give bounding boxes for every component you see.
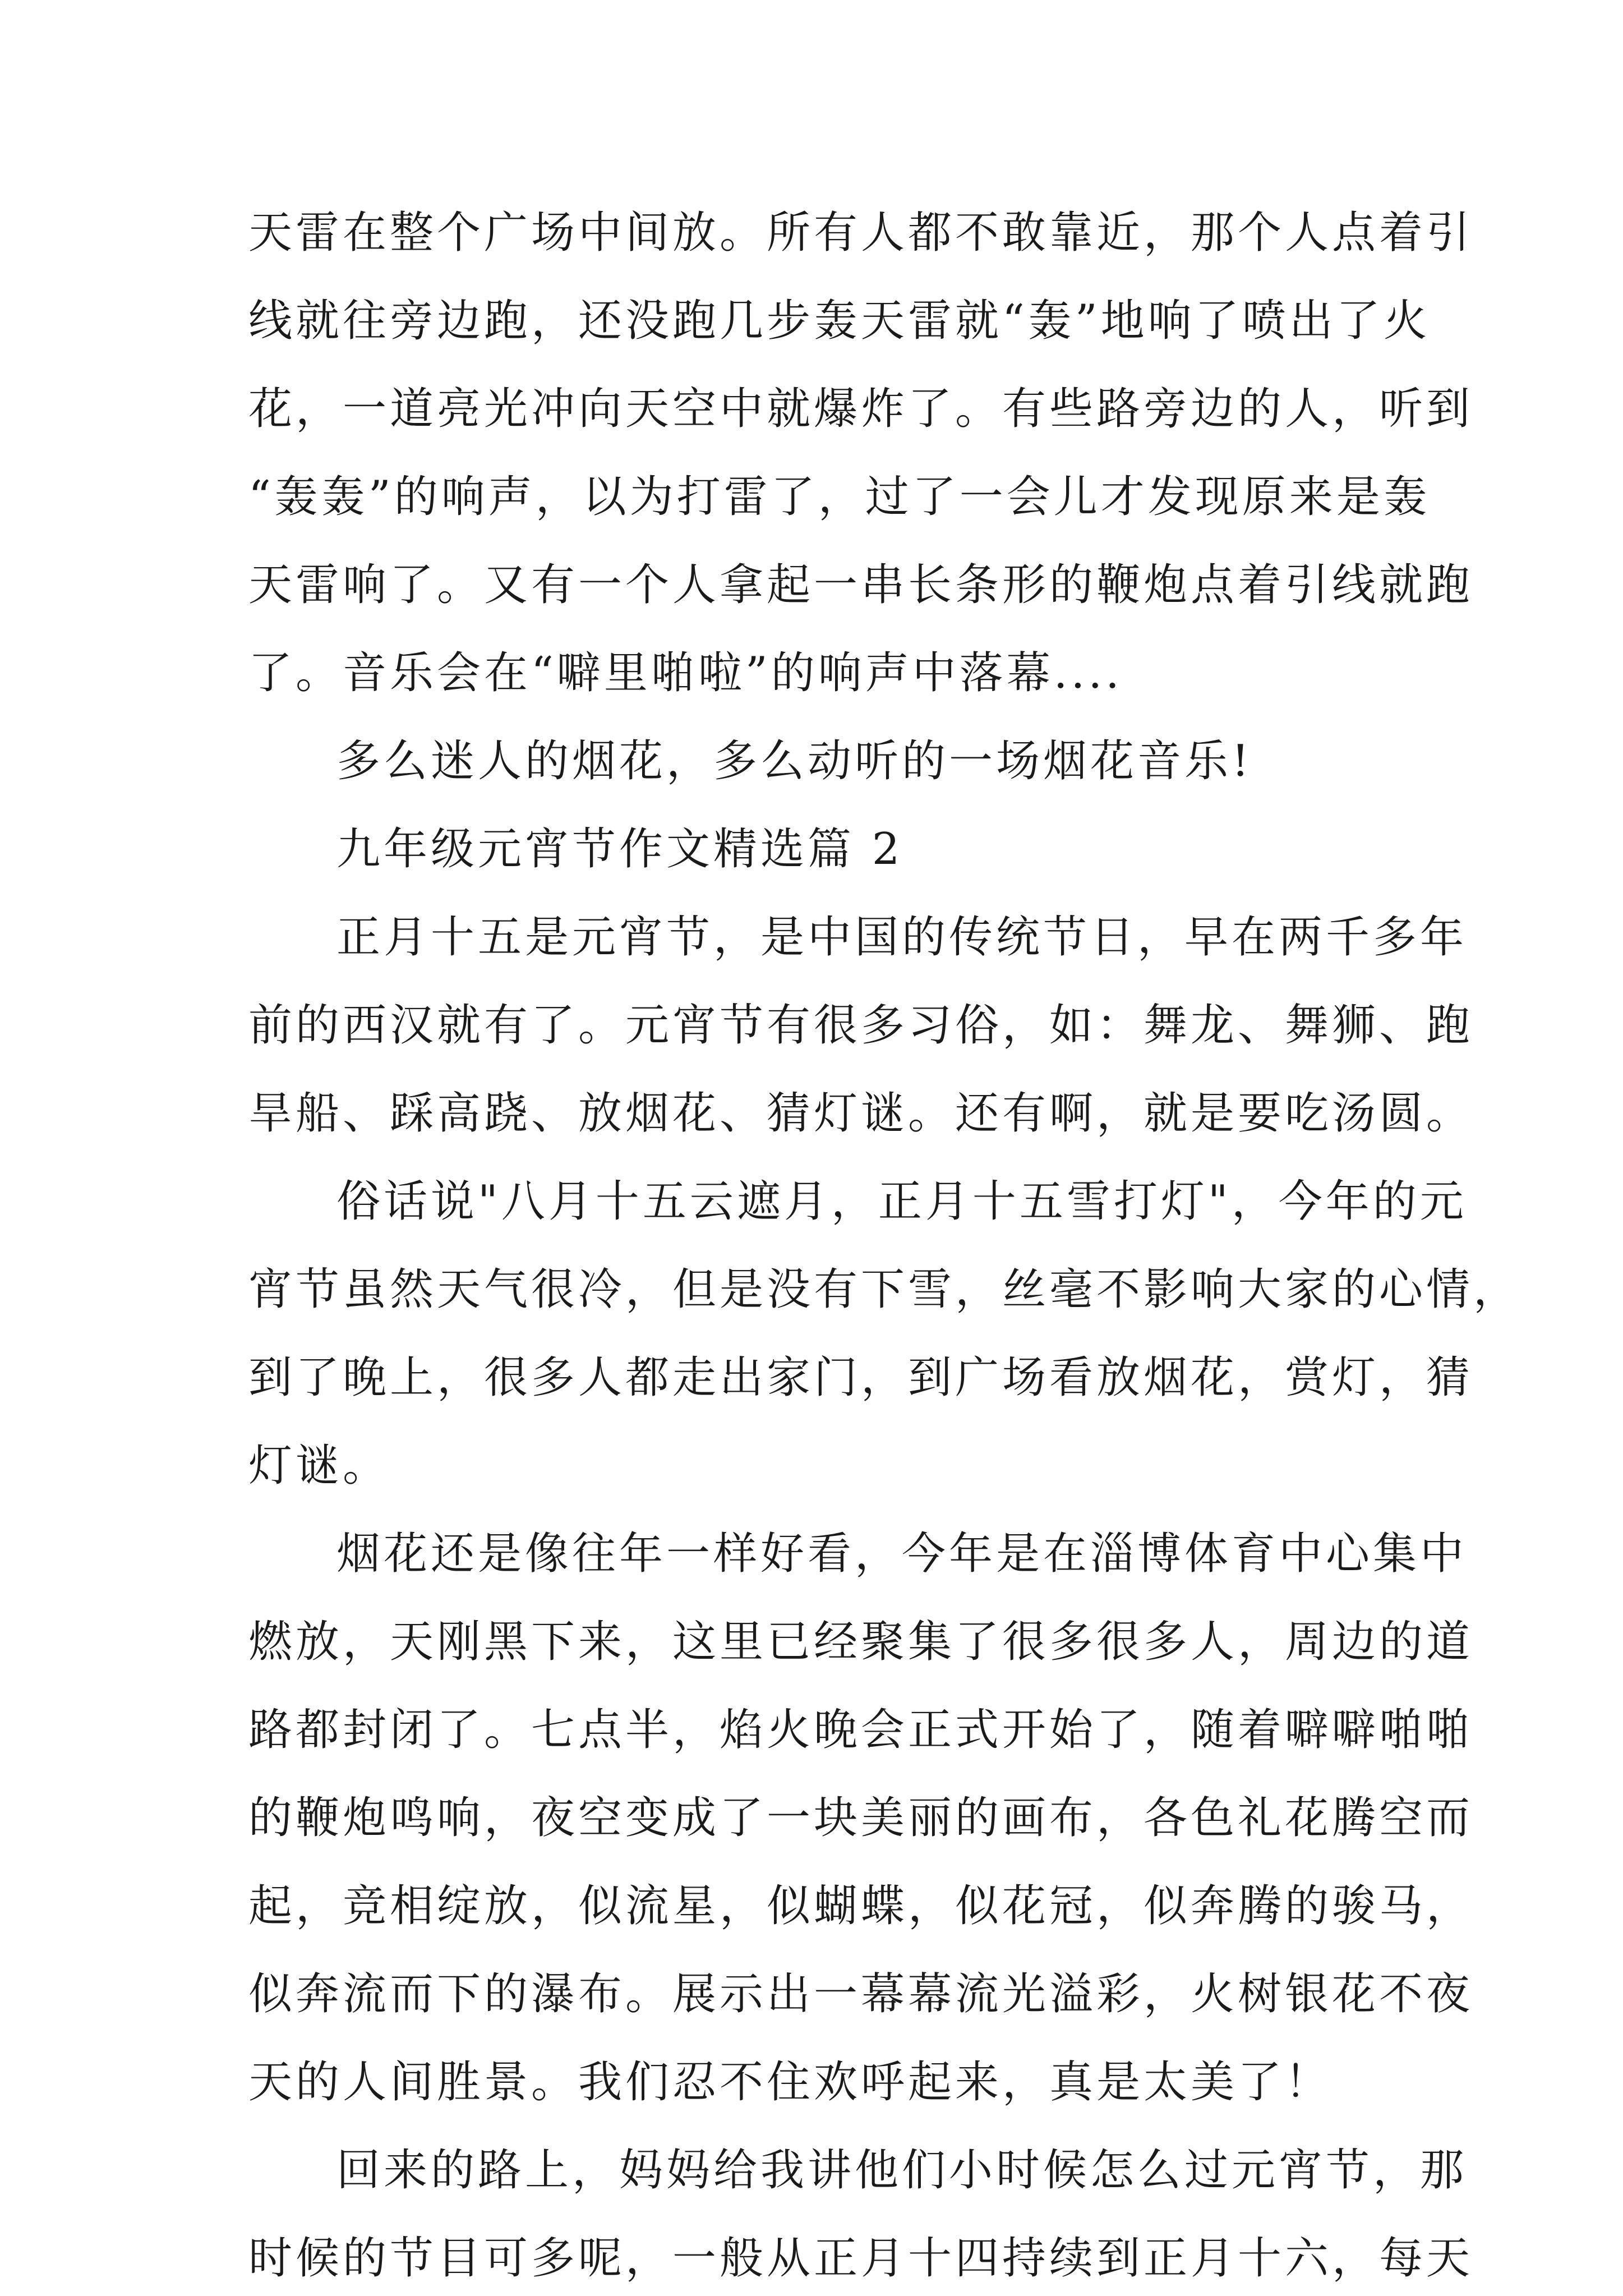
text-line: 宵节虽然天气很冷，但是没有下雪，丝毫不影响大家的心情，: [248, 1264, 1521, 1315]
text-line: 多么迷人的烟花，多么动听的一场烟花音乐!: [336, 736, 1253, 786]
text-line: 到了晚上，很多人都走出家门，到广场看放烟花，赏灯，猜: [248, 1352, 1474, 1403]
text-line: 前的西汉就有了。元宵节有很多习俗，如：舞龙、舞狮、跑: [248, 1000, 1474, 1051]
text-line: 天雷在整个广场中间放。所有人都不敢靠近，那个人点着引: [248, 208, 1474, 258]
text-line: 天雷响了。又有一个人拿起一串长条形的鞭炮点着引线就跑: [248, 560, 1474, 610]
text-line: 回来的路上，妈妈给我讲他们小时候怎么过元宵节，那: [336, 2145, 1468, 2196]
text-line: 烟花还是像往年一样好看，今年是在淄博体育中心集中: [336, 1529, 1468, 1579]
text-line: 正月十五是元宵节，是中国的传统节日，早在两千多年: [336, 912, 1468, 963]
section-heading: 九年级元宵节作文精选篇 2: [336, 824, 903, 875]
text-line: 旱船、踩高跷、放烟花、猜灯谜。还有啊，就是要吃汤圆。: [248, 1088, 1474, 1139]
text-line: 俗话说"八月十五云遮月，正月十五雪打灯"，今年的元: [336, 1176, 1467, 1227]
text-line: 灯谜。: [248, 1441, 390, 1491]
text-line: 燃放，天刚黑下来，这里已经聚集了很多很多人，周边的道: [248, 1617, 1474, 1667]
text-line: 线就往旁边跑，还没跑几步轰天雷就“轰”地响了喷出了火: [248, 296, 1431, 346]
text-line: 路都封闭了。七点半，焰火晚会正式开始了，随着噼噼啪啪: [248, 1705, 1474, 1755]
text-line: 的鞭炮鸣响，夜空变成了一块美丽的画布，各色礼花腾空而: [248, 1793, 1474, 1843]
text-line: 天的人间胜景。我们忍不住欢呼起来，真是太美了！: [248, 2057, 1332, 2108]
text-line: 了。音乐会在“噼里啪啦”的响声中落幕....: [248, 648, 1123, 698]
text-line: 花，一道亮光冲向天空中就爆炸了。有些路旁边的人，听到: [248, 384, 1474, 434]
text-line: 时候的节目可多呢，一般从正月十四持续到正月十六，每天: [248, 2233, 1474, 2284]
text-line: 起，竞相绽放，似流星，似蝴蝶，似花冠，似奔腾的骏马，: [248, 1881, 1474, 1931]
text-line: “轰轰”的响声，以为打雷了，过了一会儿才发现原来是轰: [248, 472, 1431, 522]
text-line: 似奔流而下的瀑布。展示出一幕幕流光溢彩，火树银花不夜: [248, 1969, 1474, 2019]
